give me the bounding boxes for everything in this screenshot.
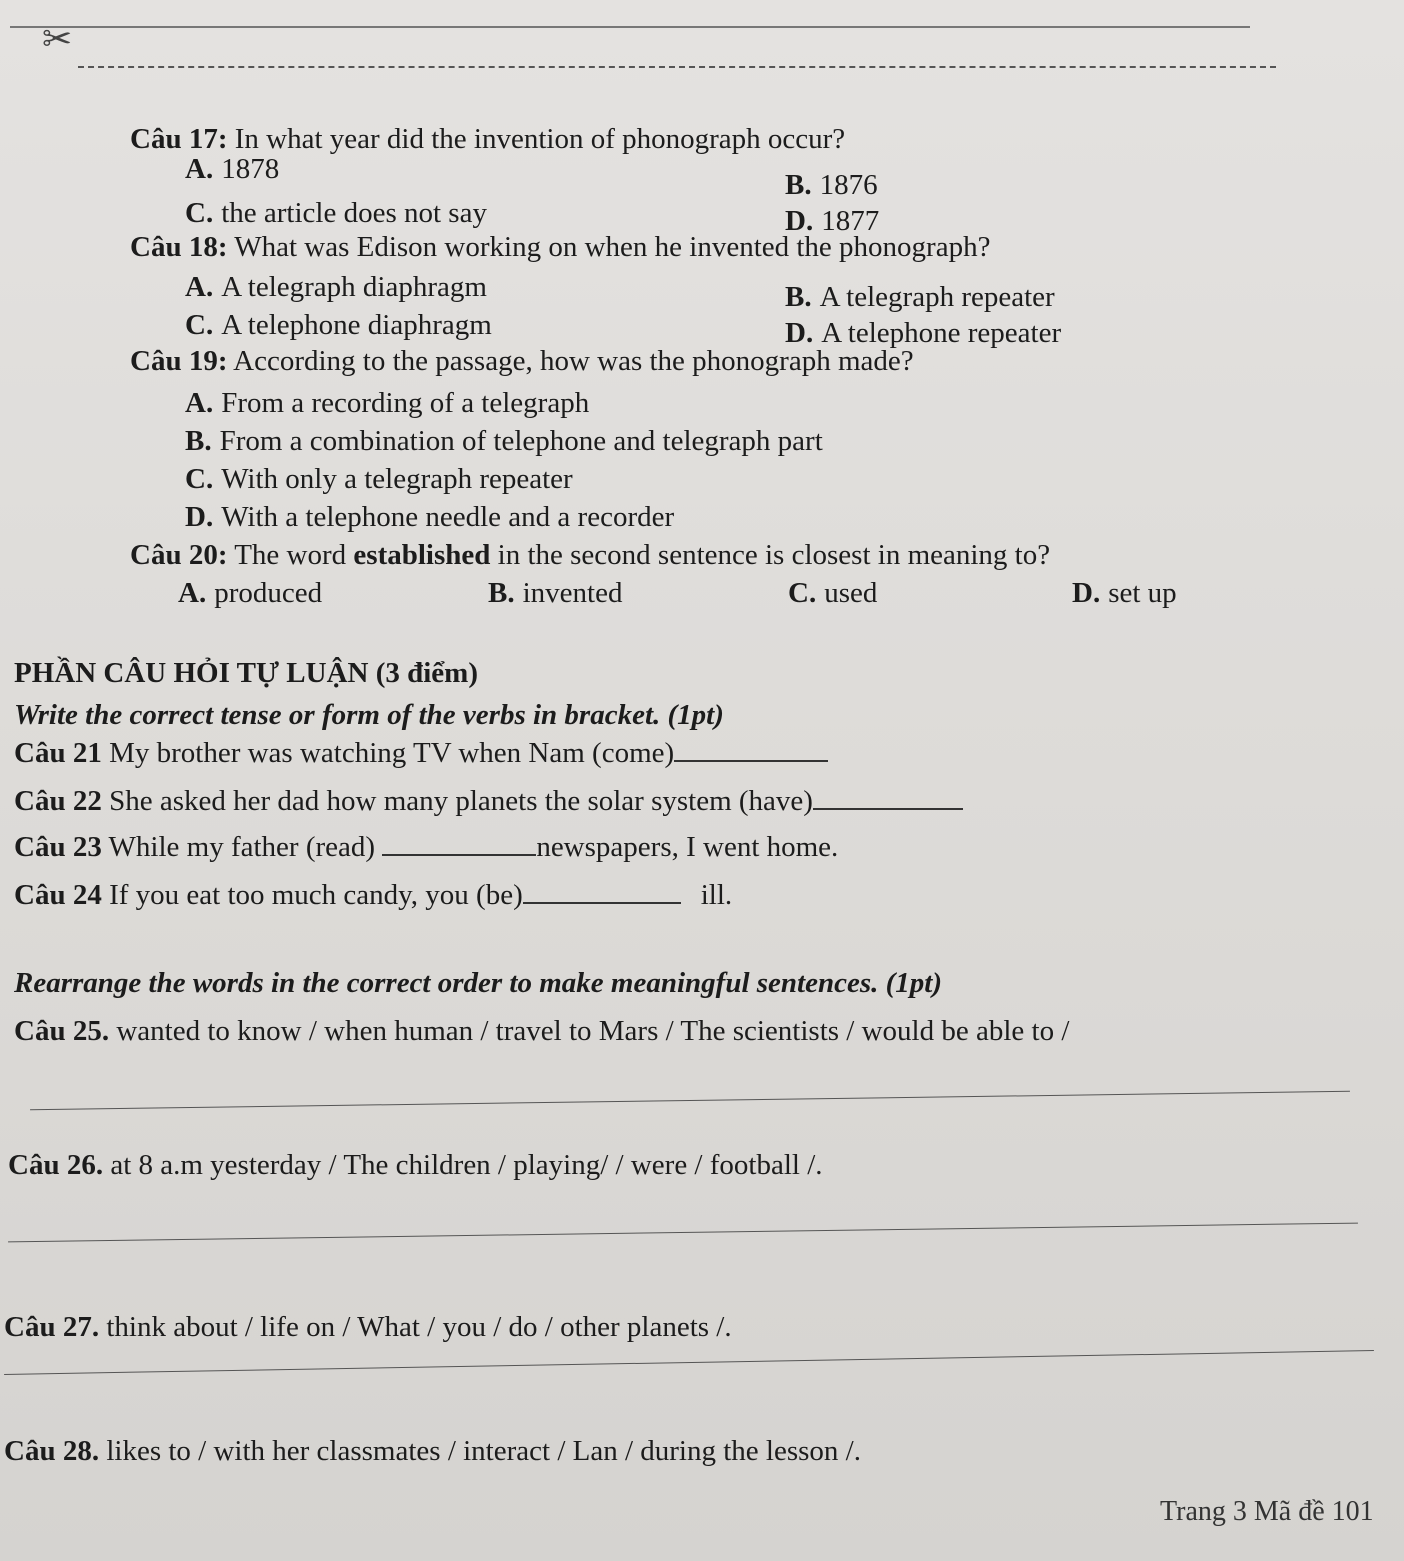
- tense-instruction: Write the correct tense or form of the verbs in bracket. (1pt): [14, 699, 724, 731]
- q18-option-a: A. A telegraph diaphragm: [185, 271, 487, 303]
- essay-section-title: PHẦN CÂU HỎI TỰ LUẬN (3 điểm): [14, 657, 478, 689]
- q17-option-a: A. 1878: [185, 153, 280, 185]
- q18-option-b: B. A telegraph repeater: [785, 281, 1055, 313]
- cut-line: [78, 66, 1276, 68]
- question-21: Câu 21 My brother was watching TV when Nam (come): [14, 736, 828, 770]
- q20-option-d: D. set up: [1072, 577, 1177, 609]
- q21-blank[interactable]: [674, 738, 828, 762]
- q19-option-c: C. With only a telegraph repeater: [185, 463, 573, 495]
- question-28: Câu 28. likes to / with her classmates / interact / Lan / during the lesson /.: [4, 1435, 861, 1467]
- q17-option-b: B. 1876: [785, 169, 878, 201]
- question-20: Câu 20: The word established in the second sentence is closest in meaning to?: [130, 539, 1051, 571]
- page-footer: Trang 3 Mã đề 101: [1160, 1496, 1374, 1527]
- question-22: Câu 22 She asked her dad how many planets the solar system (have): [14, 784, 963, 818]
- q18-option-c: C. A telephone diaphragm: [185, 309, 492, 341]
- question-27: Câu 27. think about / life on / What / you / do / other planets /.: [4, 1311, 732, 1343]
- question-17: Câu 17: In what year did the invention of phonograph occur?: [130, 123, 846, 155]
- q19-option-d: D. With a telephone needle and a recorder: [185, 501, 675, 533]
- question-24: Câu 24 If you eat too much candy, you (be) ill.: [14, 879, 733, 911]
- q19-option-a: A. From a recording of a telegraph: [185, 387, 590, 419]
- page-top-edge: [10, 0, 1250, 28]
- q20-option-b: B. invented: [488, 577, 623, 609]
- rearrange-instruction: Rearrange the words in the correct order to make meaningful sentences. (1pt): [14, 967, 942, 999]
- q17-option-d: D. 1877: [785, 205, 880, 237]
- q25-answer-line[interactable]: [30, 1091, 1350, 1110]
- q24-blank[interactable]: [523, 880, 681, 904]
- q19-option-b: B. From a combination of telephone and telegraph part: [185, 425, 823, 457]
- question-23: Câu 23 While my father (read) newspapers, I went home.: [14, 831, 839, 863]
- q17-option-c: C. the article does not say: [185, 197, 487, 229]
- q18-option-d: D. A telephone repeater: [785, 317, 1062, 349]
- question-26: Câu 26. at 8 a.m yesterday / The children / playing/ / were / football /.: [8, 1149, 823, 1181]
- q27-answer-line[interactable]: [4, 1350, 1374, 1375]
- q23-blank[interactable]: [382, 832, 536, 856]
- q20-option-c: C. used: [788, 577, 878, 609]
- question-25: Câu 25. wanted to know / when human / travel to Mars / The scientists / would be able to /: [14, 1015, 1070, 1047]
- q22-blank[interactable]: [813, 786, 963, 810]
- question-18: Câu 18: What was Edison working on when he invented the phonograph?: [130, 231, 991, 263]
- q26-answer-line[interactable]: [8, 1223, 1358, 1243]
- question-19: Câu 19: According to the passage, how was the phonograph made?: [130, 345, 914, 377]
- scissors-icon: ✂: [42, 19, 73, 59]
- q20-option-a: A. produced: [178, 577, 323, 609]
